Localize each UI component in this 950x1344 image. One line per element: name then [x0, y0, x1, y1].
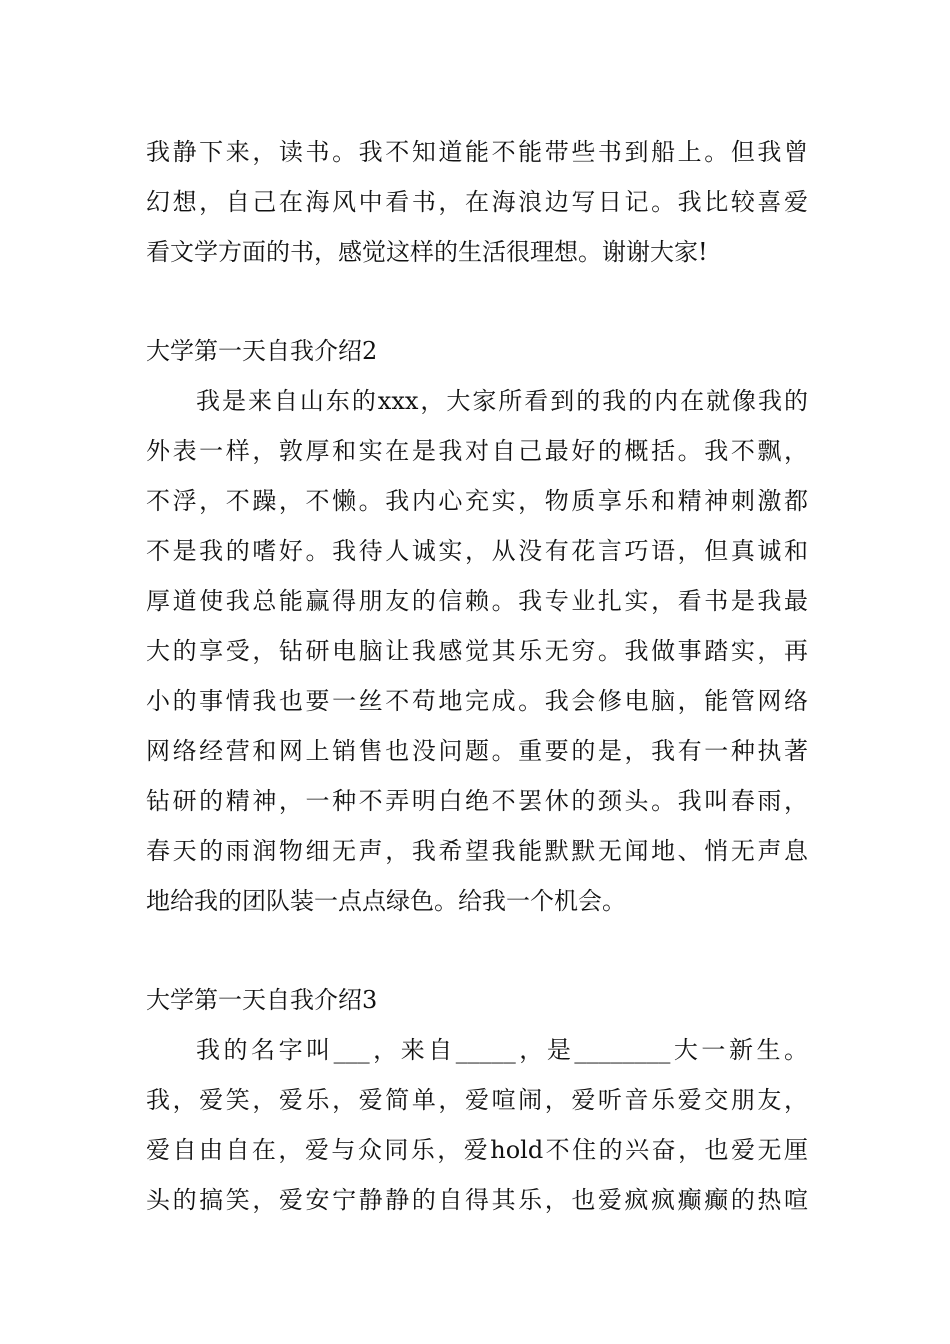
paragraph-line: 我，爱笑，爱乐，爱简单，爱喧闹，爱听音乐爱交朋友， — [146, 1086, 808, 1114]
paragraph-line: 不是我的嗜好。我待人诚实，从没有花言巧语，但真诚和 — [146, 537, 808, 565]
paragraph-line: 我静下来，读书。我不知道能不能带些书到船上。但我曾 — [146, 138, 808, 166]
paragraph-line: 幻想，自己在海风中看书，在海浪边写日记。我比较喜爱 — [146, 188, 808, 216]
paragraph-line: 春天的雨润物细无声，我希望我能默默无闻地、悄无声息 — [146, 837, 808, 865]
paragraph-line: 网络经营和网上销售也没问题。重要的是，我有一种执著 — [146, 737, 808, 765]
section-heading-2: 大学第一天自我介绍2 — [146, 337, 378, 365]
section-heading-3: 大学第一天自我介绍3 — [146, 986, 378, 1014]
document-page — [146, 127, 808, 1225]
paragraph-line: 看文学方面的书，感觉这样的生活很理想。谢谢大家! — [146, 238, 708, 266]
paragraph-line: 不浮，不躁，不懒。我内心充实，物质享乐和精神刺激都 — [146, 487, 808, 515]
paragraph-line: 我的名字叫___，来自_____，是________大一新生。 — [196, 1036, 808, 1064]
paragraph-line: 外表一样，敦厚和实在是我对自己最好的概括。我不飘， — [146, 437, 808, 465]
paragraph-line: 厚道使我总能赢得朋友的信赖。我专业扎实，看书是我最 — [146, 587, 808, 615]
paragraph-line: 地给我的团队装一点点绿色。给我一个机会。 — [146, 887, 626, 915]
paragraph-line: 钻研的精神，一种不弄明白绝不罢休的颈头。我叫春雨， — [146, 787, 808, 815]
paragraph-line: 我是来自山东的xxx，大家所看到的我的内在就像我的 — [196, 387, 808, 415]
paragraph-line: 头的搞笑，爱安宁静静的自得其乐，也爱疯疯癫癫的热喧 — [146, 1186, 808, 1214]
paragraph-line: 小的事情我也要一丝不苟地完成。我会修电脑，能管网络 — [146, 687, 808, 715]
paragraph-line: 爱自由自在，爱与众同乐，爱hold不住的兴奋，也爱无厘 — [146, 1136, 808, 1164]
paragraph-line: 大的享受，钻研电脑让我感觉其乐无穷。我做事踏实，再 — [146, 637, 808, 665]
